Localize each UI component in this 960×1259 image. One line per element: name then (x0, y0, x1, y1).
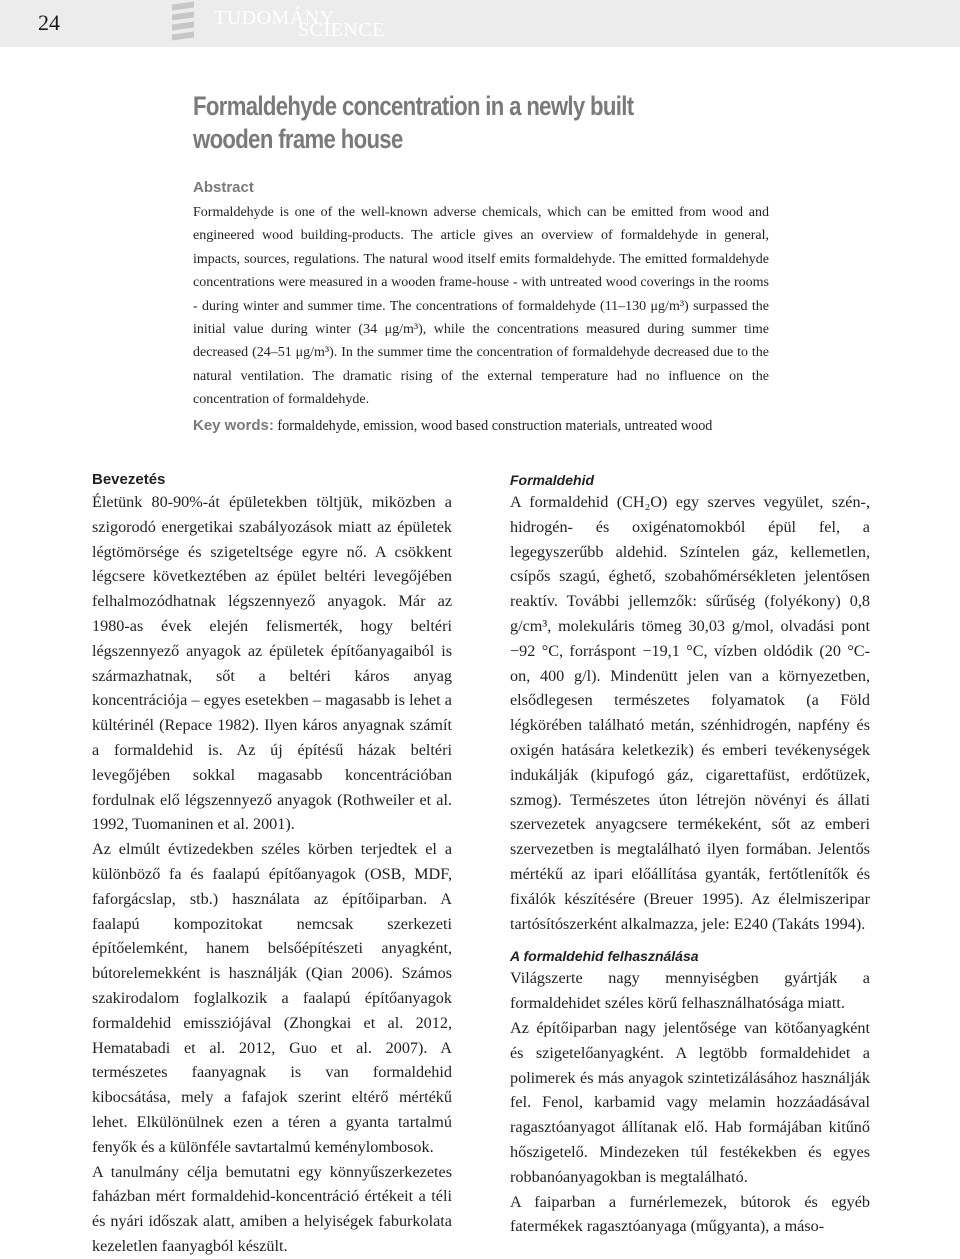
body-paragraph: Az építőiparban nagy jelentősége van kötőanyagként és szigetelőanyagként. A legtöbb formaldehidet a polimerek és más anyagok szintetizálásához használják fel. Fenol, karbamid vagy melamin hozzáadásával ragasztóanyagot állítanak elő. Hab formájában kitűnő hőszigetelő. Mindezeken túl festékekben és egyes robbanóanyagokban is megtalálható. (510, 1018, 870, 1186)
keywords-text: formaldehyde, emission, wood based construction materials, untreated wood (277, 418, 713, 434)
body-paragraph: A formaldehid (CH₂O) egy szerves vegyület, szén-, hidrogén- és oxigénatomokból épül fel, a legegyszerűbb aldehid. Színtelen gáz, kellemetlen, csípős szagú, éghető, szobahőmérsékleten jelentősen reaktív. További jellemzők: sűrűség (folyékony) 0,8 g/cm³, molekuláris tömeg 30,03 g/mol, olvadási pont −92 °C, forráspont −19,1 °C, vízben oldódik (20 °C-on, 400 g/l). Mindenütt jelen van a környezetben, elsődlegesen természetes folyamatok (a Föld légkörében található metán, szénhidrogén, napfény és oxigén hatására keletkezik) és emberi tevékenységek indukálják (kipufogó gáz, cigarettafüst, erdőtüzek, szmog). Természetes úton létrejön növényi és állati szervezetek anyagcsere termékeként, sőt az emberi szervezetben is megtalálható ilyen formában. Jelentős mértékű az ipari előállítása gyanták, fertőtlenítők és fixálók készítésére (Breuer 1995). Az élelmiszeripar tartósítószerként alkalmazza, jele: E240 (Takáts 1994). (510, 493, 870, 933)
body-paragraph: Életünk 80-90%-át épületekben töltjük, miközben a szigorodó energetikai szabályozások miatt az épületek légtömörsége és szigeteltsége egyre nő. A csökkent légcsere következtében az épület beltéri levegőjében felhalmozódhatnak légszennyező anyagok. Már az 1980-as évek elején felismerték, hogy beltéri légszennyező anyagok az épületek építőanyagaiból is származhatnak, sőt a beltéri káros anyag koncentrációja – egyes esetekben – magasabb is lehet a kültérinél (Repace 1982). Ilyen káros anyagnak számít a formaldehid is. Az új építésű házak beltéri levegőjében sokkal magasabb koncentrációban fordulnak elő légszennyező anyagok (Rothweiler et al. 1992, Tuomaninen et al. 2001). (92, 493, 452, 834)
page-number: 24 (38, 10, 60, 35)
subheading-formaldehyde: Formaldehid (510, 472, 595, 488)
right-column (510, 470, 870, 1239)
keywords-label: Key words: (193, 417, 274, 434)
section-heading-introduction: Bevezetés (92, 471, 166, 488)
article-title: Formaldehyde concentration in a newly built wooden frame house (193, 91, 634, 154)
body-paragraph: A tanulmány célja bemutatni egy könnyűszerkezetes faházban mért formaldehid-koncentráció értékeit a téli és nyári időszak alatt, amiben a helyiségek faburkolata kezeletlen faanyagból készült. (92, 1162, 452, 1255)
section-label-hungarian: TUDOMÁNY (214, 7, 335, 29)
left-column (92, 470, 452, 1259)
header-stripes-decoration (172, 0, 194, 47)
body-paragraph: A faiparban a furnérlemezek, bútorok és egyéb fatermékek ragasztóanyaga (műgyanta), a máso- (510, 1192, 870, 1236)
body-paragraph: Világszerte nagy mennyiségben gyártják a formaldehidet széles körű felhasználhatósága miatt. (510, 969, 870, 1013)
subheading-formaldehyde-use: A formaldehid felhasználása (510, 948, 699, 965)
body-paragraph: Az elmúlt évtizedekben széles körben terjedtek el a különböző fa és faalapú építőanyagok (OSB, MDF, faforgácslap, stb.) használata az építőiparban. A faalapú kompozitokat nemcsak szerkezeti építőelemként, hanem belsőépítészeti anyagként, bútorelemekként is használják (Qian 2006). Számos szakirodalom foglalkozik a faalapú építőanyagok formaldehid emissziójával (Zhongkai et al. 2012, Hematabadi et al. 2012, Guo et al. 2007). A természetes faanyagnak is van formaldehid kibocsátása, mely a fafajok szerint eltérő mértékű lehet. Elkülönülnek ezen a téren a gyanta tartalmú fenyők és a különféle savtartalmú keménylombosok. (92, 840, 452, 1156)
keywords (193, 416, 793, 436)
page-header (0, 0, 960, 47)
abstract-text: Formaldehyde is one of the well-known adverse chemicals, which can be emitted from wood and engineered wood building-products. The article gives an overview of formaldehyde in general, impacts, sources, regulations. The natural wood itself emits formaldehyde. The emitted formaldehyde concentrations were measured in a wooden frame-house - with untreated wood coverings in the rooms - during winter and summer time. The concentrations of formaldehyde (11–130 μg/m³) surpassed the initial value during winter (34 μg/m³), while the concentrations measured during summer time decreased (24–51 μg/m³). In the summer time the concentration of formaldehyde decreased due to the natural ventilation. The dramatic rising of the external temperature had no influence on the concentration of formaldehyde. (193, 205, 769, 408)
section-label-english: SCIENCE (298, 19, 385, 41)
abstract-heading: Abstract (193, 179, 254, 196)
